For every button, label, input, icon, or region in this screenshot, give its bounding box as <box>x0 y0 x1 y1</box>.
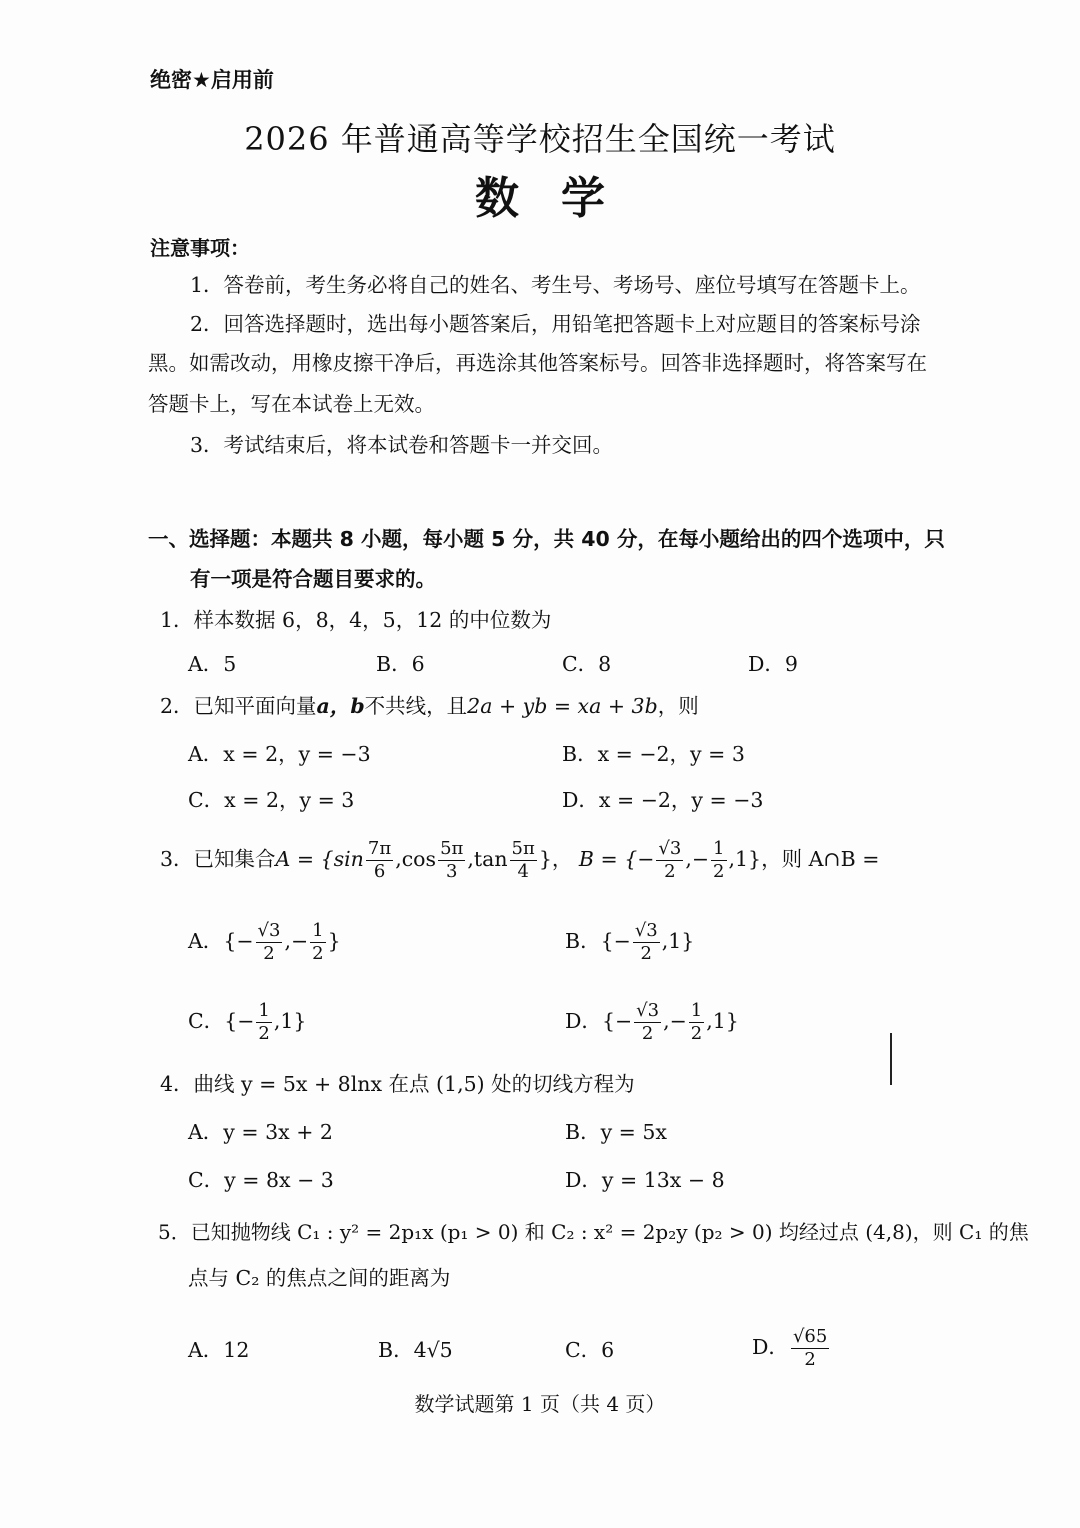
q3-prefix: 3．已知集合 <box>160 847 276 871</box>
q5-option-b: B．4√5 <box>378 1338 453 1362</box>
page-footer: 数学试题第 1 页（共 4 页） <box>414 1392 666 1416</box>
q2-prefix: 2．已知平面向量 <box>160 694 317 718</box>
q3-option-b: B．{− $\frac{√3}{2}$ ,1} <box>565 920 695 964</box>
question-5-stem-line-1: 5．已知抛物线 C₁ : y² = 2p₁x (p₁ > 0) 和 C₂ : x² = 2p₂y (p₂ > 0) 均经过点 (4,8)，则 C₁ 的焦 <box>158 1220 1029 1244</box>
q3-frac-1-2: $\frac{1}{2}$ <box>713 838 725 882</box>
q5-option-d: D． $\frac{√65}{2}$ <box>752 1326 828 1370</box>
q2-mid: 不共线，且 <box>364 694 468 718</box>
q2-option-b: B．x = −2，y = 3 <box>562 742 745 766</box>
q1-option-a: A．5 <box>188 652 237 676</box>
q2-vectors: a，b <box>316 694 365 718</box>
q1-option-c: C．8 <box>562 652 612 676</box>
exam-title: 2026 年普通高等学校招生全国统一考试 <box>244 120 836 158</box>
question-4-stem: 4．曲线 y = 5x + 8lnx 在点 (1,5) 处的切线方程为 <box>160 1072 635 1096</box>
subject-title: 数学 <box>475 173 647 224</box>
q5-option-c: C．6 <box>565 1338 615 1362</box>
q2-option-a: A．x = 2，y = −3 <box>188 742 371 766</box>
q1-option-b: B．6 <box>376 652 425 676</box>
notice-item-2-line-1: 2．回答选择题时，选出每小题答案后，用铅笔把答题卡上对应题目的答案标号涂 <box>190 312 921 336</box>
notice-item-1: 1．答卷前，考生务必将自己的姓名、考生号、考场号、座位号填写在答题卡上。 <box>190 273 921 297</box>
q3-set-b-lhs: B = {− <box>578 847 655 871</box>
q3-frac-sqrt3-2: $\frac{√3}{2}$ <box>658 838 682 882</box>
q1-option-d: D．9 <box>748 652 798 676</box>
q2-option-d: D．x = −2，y = −3 <box>562 788 764 812</box>
section-heading: 一、选择题：本题共 8 小题，每小题 5 分，共 40 分，在每小题给出的四个选项中，只 <box>148 527 945 551</box>
q4-option-a: A．y = 3x + 2 <box>188 1120 333 1144</box>
q4-option-d: D．y = 13x − 8 <box>565 1168 725 1192</box>
q3-frac-7pi-6: $\frac{7\pi}{6}$ <box>367 838 392 882</box>
q5-option-a: A．12 <box>188 1338 250 1362</box>
q2-option-c: C．x = 2，y = 3 <box>188 788 355 812</box>
q2-suffix: ，则 <box>657 694 699 718</box>
margin-mark <box>890 1033 892 1085</box>
question-2-stem <box>160 686 699 726</box>
notice-item-3: 3．考试结束后，将本试卷和答题卡一并交回。 <box>190 433 614 457</box>
section-heading-cont: 有一项是符合题目要求的。 <box>190 567 436 591</box>
notice-item-2-line-2: 黑。如需改动，用橡皮擦干净后，再选涂其他答案标号。回答非选择题时，将答案写在 <box>148 351 927 375</box>
q3-frac-5pi-4: $\frac{5\pi}{4}$ <box>511 838 535 882</box>
q3-option-c: C．{− $\frac{1}{2}$ ,1} <box>188 1000 307 1044</box>
notice-item-2-line-3: 答题卡上，写在本试卷上无效。 <box>148 392 435 416</box>
q3-option-d: D．{− $\frac{√3}{2}$ ,− $\frac{1}{2}$ ,1} <box>565 1000 739 1044</box>
q3-frac-5pi-3: $\frac{5\pi}{3}$ <box>440 838 464 882</box>
q4-option-c: C．y = 8x − 3 <box>188 1168 334 1192</box>
q3-suffix: 则 A∩B = <box>781 847 880 871</box>
q3-set-a-lhs: A = {sin <box>275 847 364 871</box>
q4-option-b: B．y = 5x <box>565 1120 667 1144</box>
notice-heading: 注意事项： <box>150 236 250 260</box>
q2-equation: 2a + yb = xa + 3b <box>467 694 658 718</box>
question-5-stem-line-2: 点与 C₂ 的焦点之间的距离为 <box>188 1266 451 1290</box>
q3-option-a: A．{− $\frac{√3}{2}$ ,− $\frac{1}{2}$ } <box>188 920 341 964</box>
question-3-stem: 3．已知集合A = {sin $\frac{7\pi}{6}$ ,cos $\frac{5\pi}{3}$ ,tan $\frac{5\pi}{4}$ }， B = {− $\frac{√3}{2}$ ,− $\frac{1}{2}$ ,1}，则 A∩B = <box>160 838 880 882</box>
question-1-stem: 1．样本数据 6，8，4，5，12 的中位数为 <box>160 608 552 632</box>
secret-label: 绝密★启用前 <box>150 68 274 92</box>
